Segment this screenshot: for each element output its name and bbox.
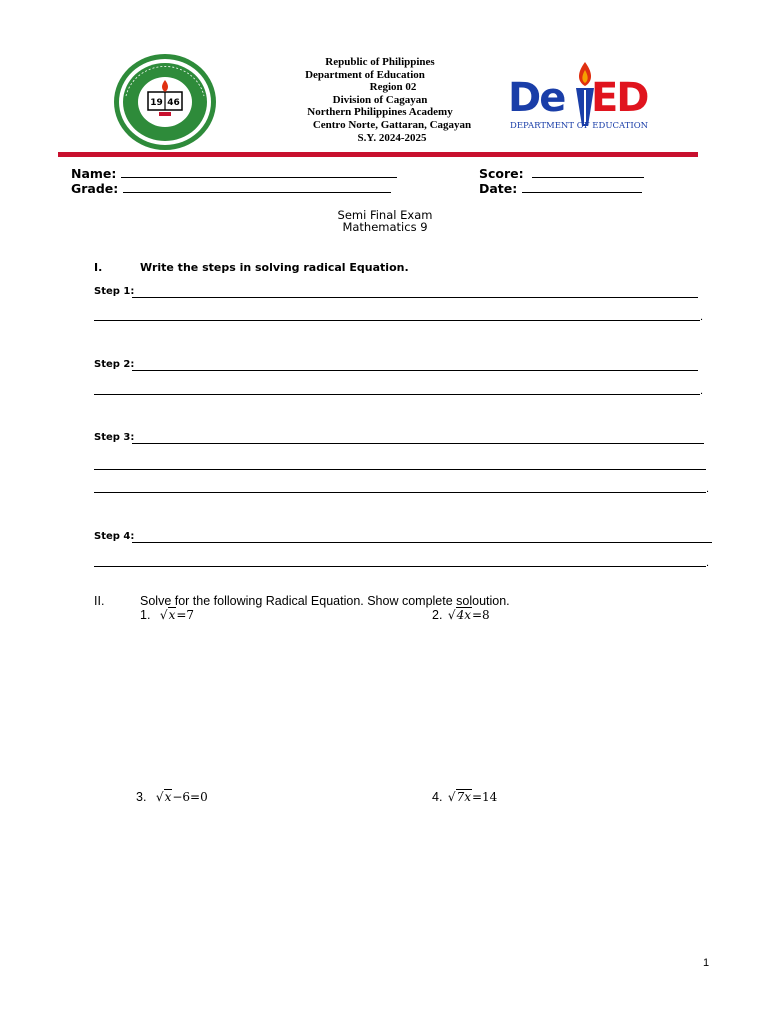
part2-instruction: Solve for the following Radical Equation. Show complete soloution. <box>140 594 510 608</box>
step-2-answer-line[interactable] <box>132 370 698 371</box>
step-3-period: . <box>706 483 710 495</box>
problem-3-number: 3. <box>136 790 147 804</box>
step-1-answer-line[interactable] <box>94 320 700 321</box>
problem-2-rest: =8 <box>471 608 490 622</box>
step-2-answer-line[interactable] <box>94 394 700 395</box>
problem-1-rest: =7 <box>176 608 195 622</box>
step-3-label: Step 3: <box>94 432 135 443</box>
header-republic: Republic of Philippines <box>325 56 435 68</box>
seal-year-left: 19 <box>150 98 163 108</box>
part1-number: I. <box>94 261 103 274</box>
step-2-period: . <box>700 385 704 397</box>
name-label: Name: <box>71 166 117 181</box>
name-field <box>71 165 397 181</box>
page-number: 1 <box>703 957 710 969</box>
deped-logo-subtext: DEPARTMENT OF EDUCATION <box>510 121 649 131</box>
part2-number: II. <box>94 594 105 608</box>
problem-1-radicand: x <box>168 608 176 622</box>
header-department: Department of Education <box>305 69 425 81</box>
step-1-answer-line[interactable] <box>132 297 698 298</box>
exam-title: Semi Final Exam <box>337 208 433 222</box>
school-seal-logo <box>112 52 218 152</box>
step-4-label: Step 4: <box>94 531 135 542</box>
date-label: Date: <box>479 181 518 196</box>
score-label: Score: <box>479 166 524 181</box>
problem-2-radicand: 4x <box>456 608 471 622</box>
step-4-answer-line[interactable] <box>132 542 712 543</box>
seal-year-right: 46 <box>167 98 180 108</box>
problem-4-number: 4. <box>432 790 443 804</box>
problem-1-number: 1. <box>140 608 151 622</box>
problem-3-radicand: x <box>164 790 172 804</box>
exam-subject: Mathematics 9 <box>342 220 428 234</box>
score-blank[interactable] <box>532 165 644 178</box>
step-1-period: . <box>700 311 704 323</box>
problem-2: 2. √4x=8 <box>432 608 490 622</box>
header-school-year: S.Y. 2024-2025 <box>357 132 427 144</box>
problem-3: 3. √x−6=0 <box>136 790 208 804</box>
name-blank[interactable] <box>121 165 397 178</box>
grade-blank[interactable] <box>123 180 391 193</box>
problem-4: 4. √7x=14 <box>432 790 498 804</box>
part1-instruction: Write the steps in solving radical Equation. <box>140 261 409 274</box>
problem-3-rest: −6=0 <box>172 790 208 804</box>
step-4-period: . <box>706 557 710 569</box>
header-address: Centro Norte, Gattaran, Cagayan <box>312 119 472 131</box>
deped-logo: De ED DEPARTMENT OF EDUCATION <box>508 64 668 136</box>
problem-2-number: 2. <box>432 608 443 622</box>
score-field <box>479 165 644 181</box>
grade-label: Grade: <box>71 181 119 196</box>
grade-field <box>71 180 391 196</box>
problem-1: 1. √x=7 <box>140 608 195 622</box>
step-3-answer-line[interactable] <box>94 492 706 493</box>
step-1-label: Step 1: <box>94 286 135 297</box>
step-3-answer-line[interactable] <box>94 469 706 470</box>
header-divider-rule <box>58 152 698 157</box>
date-field <box>479 180 642 196</box>
problem-4-radicand: 7x <box>456 790 471 804</box>
step-4-answer-line[interactable] <box>94 566 706 567</box>
problem-4-rest: =14 <box>471 790 498 804</box>
header-school-name: Northern Philippines Academy <box>307 106 453 118</box>
date-blank[interactable] <box>522 180 642 193</box>
step-3-answer-line[interactable] <box>132 443 704 444</box>
header-division: Division of Cagayan <box>332 94 428 106</box>
step-2-label: Step 2: <box>94 359 135 370</box>
header-region: Region 02 <box>369 81 417 93</box>
